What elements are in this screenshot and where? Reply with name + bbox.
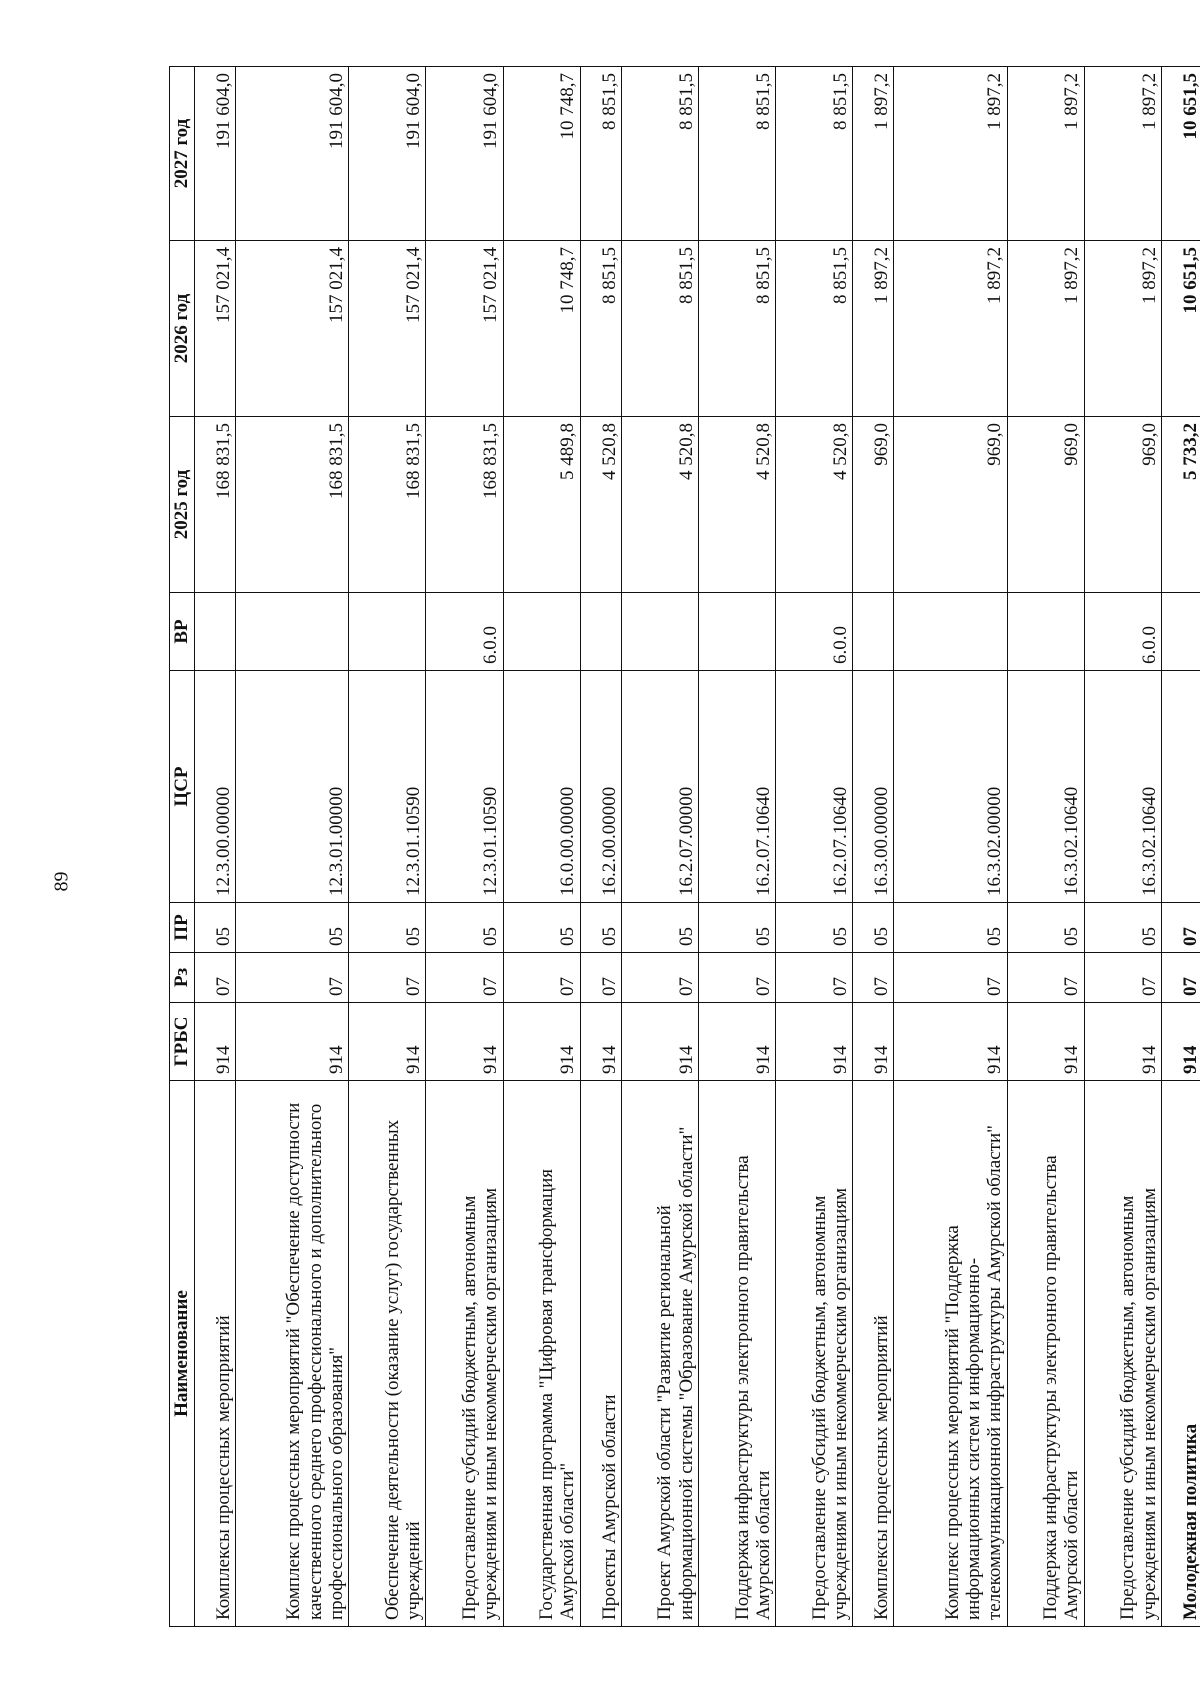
- cell-csr: 16.2.07.00000: [621, 671, 698, 903]
- cell-pr: 05: [580, 903, 621, 953]
- cell-y2026: 8 851,5: [698, 241, 775, 417]
- cell-grbs: 914: [698, 1003, 775, 1081]
- cell-rz: 07: [1161, 953, 1200, 1003]
- cell-rz: 07: [1084, 953, 1161, 1003]
- cell-rz: 07: [425, 953, 502, 1003]
- cell-vr: [1007, 593, 1084, 671]
- cell-csr: 16.3.00.00000: [852, 671, 893, 903]
- cell-y2025: 969,0: [1084, 417, 1161, 593]
- cell-y2027: 8 851,5: [580, 67, 621, 241]
- cell-rz: 07: [893, 953, 1006, 1003]
- table-row: [852, 67, 893, 1627]
- cell-name: Поддержка инфраструктуры электронного правительства Амурской области: [698, 1081, 775, 1627]
- cell-vr: 6.0.0: [1084, 593, 1161, 671]
- cell-rz: 07: [348, 953, 425, 1003]
- cell-y2025: 4 520,8: [621, 417, 698, 593]
- cell-y2027: 10 748,7: [503, 67, 580, 241]
- cell-y2026: 8 851,5: [775, 241, 852, 417]
- cell-grbs: 914: [194, 1003, 235, 1081]
- cell-grbs: 914: [1084, 1003, 1161, 1081]
- cell-name: Комплекс процессных мероприятий "Обеспечение доступности качественного среднего профессионального и дополнительного профессионального образования": [235, 1081, 348, 1627]
- cell-rz: 07: [621, 953, 698, 1003]
- cell-y2027: 1 897,2: [1007, 67, 1084, 241]
- table-row: [425, 67, 502, 1627]
- cell-vr: 6.0.0: [425, 593, 502, 671]
- cell-grbs: 914: [503, 1003, 580, 1081]
- cell-csr: 16.2.00.00000: [580, 671, 621, 903]
- table-row: [503, 67, 580, 1627]
- cell-pr: 05: [893, 903, 1006, 953]
- table-row: [621, 67, 698, 1627]
- cell-pr: 05: [503, 903, 580, 953]
- cell-y2026: 157 021,4: [348, 241, 425, 417]
- table-row: [194, 67, 235, 1627]
- cell-y2026: 1 897,2: [1084, 241, 1161, 417]
- cell-rz: 07: [775, 953, 852, 1003]
- cell-name: Предоставление субсидий бюджетным, автономным учреждениям и иным некоммерческим организациям: [425, 1081, 502, 1627]
- cell-pr: 05: [775, 903, 852, 953]
- cell-pr: 05: [1084, 903, 1161, 953]
- cell-grbs: 914: [1007, 1003, 1084, 1081]
- cell-grbs: 914: [580, 1003, 621, 1081]
- cell-y2026: 157 021,4: [194, 241, 235, 417]
- cell-name: Проекты Амурской области: [580, 1081, 621, 1627]
- cell-rz: 07: [235, 953, 348, 1003]
- cell-name: Проект Амурской области "Развитие региональной информационной системы "Образование Амурской области": [621, 1081, 698, 1627]
- cell-pr: 05: [852, 903, 893, 953]
- cell-y2025: 4 520,8: [698, 417, 775, 593]
- cell-y2025: 168 831,5: [425, 417, 502, 593]
- table-row: [235, 67, 348, 1627]
- cell-y2025: 969,0: [1007, 417, 1084, 593]
- cell-rz: 07: [698, 953, 775, 1003]
- table-row: [698, 67, 775, 1627]
- cell-y2025: 5 489,8: [503, 417, 580, 593]
- cell-y2025: 969,0: [852, 417, 893, 593]
- cell-grbs: 914: [893, 1003, 1006, 1081]
- cell-pr: 05: [425, 903, 502, 953]
- cell-y2025: 168 831,5: [235, 417, 348, 593]
- table-body: [194, 67, 1200, 1627]
- cell-vr: [503, 593, 580, 671]
- cell-pr: 05: [621, 903, 698, 953]
- budget-table: [169, 66, 1200, 1627]
- cell-csr: 12.3.01.00000: [235, 671, 348, 903]
- cell-y2027: 10 651,5: [1161, 67, 1200, 241]
- cell-grbs: 914: [425, 1003, 502, 1081]
- cell-grbs: 914: [775, 1003, 852, 1081]
- cell-csr: 16.0.00.00000: [503, 671, 580, 903]
- header-2026: 2026 год: [169, 241, 194, 417]
- cell-csr: 16.3.02.10640: [1007, 671, 1084, 903]
- cell-rz: 07: [503, 953, 580, 1003]
- header-rz: Рз: [169, 953, 194, 1003]
- cell-pr: 05: [698, 903, 775, 953]
- cell-y2025: 4 520,8: [775, 417, 852, 593]
- table-row: [893, 67, 1006, 1627]
- cell-y2025: 4 520,8: [580, 417, 621, 593]
- cell-rz: 07: [1007, 953, 1084, 1003]
- page-number: 89: [50, 871, 73, 892]
- cell-y2026: 10 651,5: [1161, 241, 1200, 417]
- header-pr: ПР: [169, 903, 194, 953]
- cell-csr: 12.3.01.10590: [425, 671, 502, 903]
- cell-y2025: 168 831,5: [194, 417, 235, 593]
- header-name: Наименование: [169, 1081, 194, 1627]
- cell-vr: [580, 593, 621, 671]
- cell-y2026: 1 897,2: [893, 241, 1006, 417]
- cell-y2025: 168 831,5: [348, 417, 425, 593]
- cell-csr: 16.3.02.00000: [893, 671, 1006, 903]
- cell-name: Поддержка инфраструктуры электронного правительства Амурской области: [1007, 1081, 1084, 1627]
- cell-y2025: 5 733,2: [1161, 417, 1200, 593]
- cell-pr: 05: [235, 903, 348, 953]
- header-vr: ВР: [169, 593, 194, 671]
- cell-y2027: 1 897,2: [852, 67, 893, 241]
- table-header-row: [169, 67, 194, 1627]
- header-grbs: ГРБС: [169, 1003, 194, 1081]
- cell-vr: [621, 593, 698, 671]
- cell-vr: [348, 593, 425, 671]
- cell-name: Государственная программа "Цифровая трансформация Амурской области": [503, 1081, 580, 1627]
- table-row: [1007, 67, 1084, 1627]
- cell-grbs: 914: [621, 1003, 698, 1081]
- cell-y2027: 1 897,2: [893, 67, 1006, 241]
- cell-csr: 12.3.00.00000: [194, 671, 235, 903]
- cell-name: Предоставление субсидий бюджетным, автономным учреждениям и иным некоммерческим организациям: [1084, 1081, 1161, 1627]
- header-2025: 2025 год: [169, 417, 194, 593]
- cell-y2026: 10 748,7: [503, 241, 580, 417]
- cell-name: Комплекс процессных мероприятий "Поддержка информационных систем и информационно-телекоммуникационной инфраструктуры Амурской области": [893, 1081, 1006, 1627]
- cell-csr: 16.2.07.10640: [698, 671, 775, 903]
- cell-csr: 12.3.01.10590: [348, 671, 425, 903]
- cell-pr: 05: [348, 903, 425, 953]
- cell-rz: 07: [852, 953, 893, 1003]
- cell-csr: 16.3.02.10640: [1084, 671, 1161, 903]
- cell-pr: 07: [1161, 903, 1200, 953]
- cell-pr: 05: [194, 903, 235, 953]
- cell-pr: 05: [1007, 903, 1084, 953]
- cell-name: Молодежная политика: [1161, 1081, 1200, 1627]
- cell-vr: [235, 593, 348, 671]
- cell-y2027: 8 851,5: [621, 67, 698, 241]
- cell-csr: [1161, 671, 1200, 903]
- cell-vr: [852, 593, 893, 671]
- cell-y2026: 8 851,5: [621, 241, 698, 417]
- cell-y2026: 157 021,4: [235, 241, 348, 417]
- cell-y2027: 191 604,0: [348, 67, 425, 241]
- cell-csr: 16.2.07.10640: [775, 671, 852, 903]
- cell-y2027: 8 851,5: [775, 67, 852, 241]
- cell-name: Предоставление субсидий бюджетным, автономным учреждениям и иным некоммерческим организациям: [775, 1081, 852, 1627]
- cell-name: Комплексы процессных мероприятий: [852, 1081, 893, 1627]
- cell-y2027: 1 897,2: [1084, 67, 1161, 241]
- table-row: [580, 67, 621, 1627]
- table-row: [1161, 67, 1200, 1627]
- cell-vr: 6.0.0: [775, 593, 852, 671]
- header-2027: 2027 год: [169, 67, 194, 241]
- table-row: [775, 67, 852, 1627]
- cell-y2026: 8 851,5: [580, 241, 621, 417]
- cell-y2026: 1 897,2: [1007, 241, 1084, 417]
- cell-grbs: 914: [235, 1003, 348, 1081]
- cell-rz: 07: [580, 953, 621, 1003]
- cell-y2027: 191 604,0: [425, 67, 502, 241]
- cell-vr: [698, 593, 775, 671]
- cell-name: Обеспечение деятельности (оказание услуг) государственных учреждений: [348, 1081, 425, 1627]
- cell-y2027: 191 604,0: [235, 67, 348, 241]
- cell-vr: [194, 593, 235, 671]
- cell-grbs: 914: [348, 1003, 425, 1081]
- cell-grbs: 914: [1161, 1003, 1200, 1081]
- budget-table-rotated: [169, 67, 1200, 1627]
- cell-y2027: 8 851,5: [698, 67, 775, 241]
- cell-grbs: 914: [852, 1003, 893, 1081]
- cell-name: Комплексы процессных мероприятий: [194, 1081, 235, 1627]
- cell-rz: 07: [194, 953, 235, 1003]
- cell-y2026: 157 021,4: [425, 241, 502, 417]
- table-row: [348, 67, 425, 1627]
- cell-y2026: 1 897,2: [852, 241, 893, 417]
- cell-y2027: 191 604,0: [194, 67, 235, 241]
- header-csr: ЦСР: [169, 671, 194, 903]
- table-row: [1084, 67, 1161, 1627]
- cell-vr: [1161, 593, 1200, 671]
- cell-y2025: 969,0: [893, 417, 1006, 593]
- cell-vr: [893, 593, 1006, 671]
